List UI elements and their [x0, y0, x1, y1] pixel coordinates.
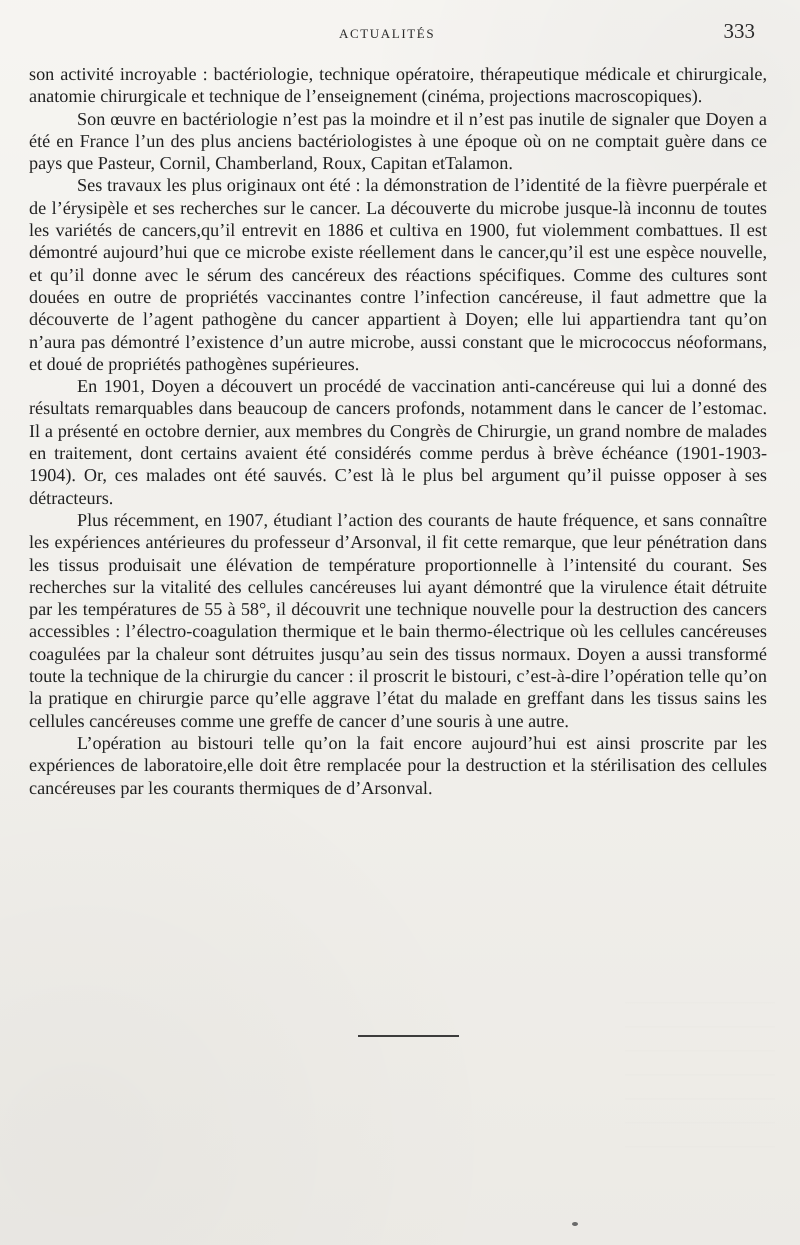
paragraph-bacteriology: Son œuvre en bactériologie n’est pas la moindre et il n’est pas inutile de signaler que Doyen a été en France l’un des plus anciens bactériologistes à une époque où on ne comptait guère dans ce pays que Pasteur, Cornil, Chamberland, Roux, Capitan etTalamon.	[29, 108, 767, 174]
section-divider	[358, 1035, 459, 1037]
paragraph-continuation: son activité incroyable : bactériologie, technique opératoire, thérapeutique médicale et chirurgicale, anatomie chirurgicale et technique de l’enseignement (cinéma, projections macroscopiques).	[29, 64, 767, 107]
paragraph-vaccination: En 1901, Doyen a découvert un procédé de vaccination anti-cancéreuse qui lui a donné des résultats remarquables dans beaucoup de cancers profonds, notamment dans le cancer de l’estomac. Il a présenté en octobre dernier, aux membres du Congrès de Chirurgie, un grand nombre de malades en traitement, dont certains avaient été considérés comme perdus à brève échéance (1901-1903-1904). Or, ces malades ont été sauvés. C’est là le plus bel argument qu’il puisse opposer à ses détracteurs.	[29, 376, 767, 508]
running-head	[0, 18, 800, 48]
ink-mark	[572, 1222, 578, 1226]
paragraph-conclusion: L’opération au bistouri telle qu’on la fait encore aujourd’hui est ainsi proscrite par les expériences de laboratoire,elle doit être remplacée pour la destruction et la stérilisation des cellules cancéreuses par les courants thermiques de d’Arsonval.	[29, 732, 767, 798]
paragraph-original-works: Ses travaux les plus originaux ont été : la démonstration de l’identité de la fièvre puerpérale et de l’érysipèle et ses recherches sur le cancer. La découverte du microbe jusque-là inconnu de toutes les variétés de cancers,qu’il entrevit en 1886 et cultiva en 1900, fut violemment combattues. Il est démontré aujourd’hui que ce microbe existe réellement dans le cancer,qu’il est une espèce nouvelle, et qu’il donne avec le sérum des cancéreux des réactions spécifiques. Comme des cultures sont douées en outre de propriétés vaccinantes contre l’infection cancéreuse, il faut admettre que la découverte de l’agent pathogène du cancer appartient à Doyen; elle lui appartiendra tant qu’on n’aura pas démontré l’existence d’un autre microbe, aussi constant que le micrococcus néoformans, et doué de propriétés pathogènes supérieures.	[29, 175, 767, 374]
paragraph-high-frequency: Plus récemment, en 1907, étudiant l’action des courants de haute fréquence, et sans connaître les expériences antérieures du professeur d’Arsonval, il fit cette remarque, que leur pénétration dans les tissus produisait une élévation de température proportionnelle à l’intensité du courant. Ses recherches sur la vitalité des cellules cancéreuses lui ayant démontré que la virulence était détruite par les températures de 55 à 58°, il découvrit une technique nouvelle pour la destruction des cancers accessibles : l’électro-coagulation thermique et le bain thermo-électrique où les cellules cancéreuses coagulées par la chaleur sont détruites jusqu’au sein des tissus normaux. Doyen a aussi transformé toute la technique de la chirurgie du cancer : il proscrit le bistouri, c’est-à-dire l’opération telle qu’on la pratique en chirurgie parce qu’elle aggrave l’état du malade en greffant dans les tissus sains les cellules cancéreuses comme une greffe de cancer d’une souris à une autre.	[29, 509, 767, 731]
article-body	[29, 63, 767, 799]
running-header-title: ACTUALITÉS	[339, 26, 436, 41]
show-through-texture	[625, 1002, 775, 1157]
page-number: 333	[723, 19, 755, 43]
